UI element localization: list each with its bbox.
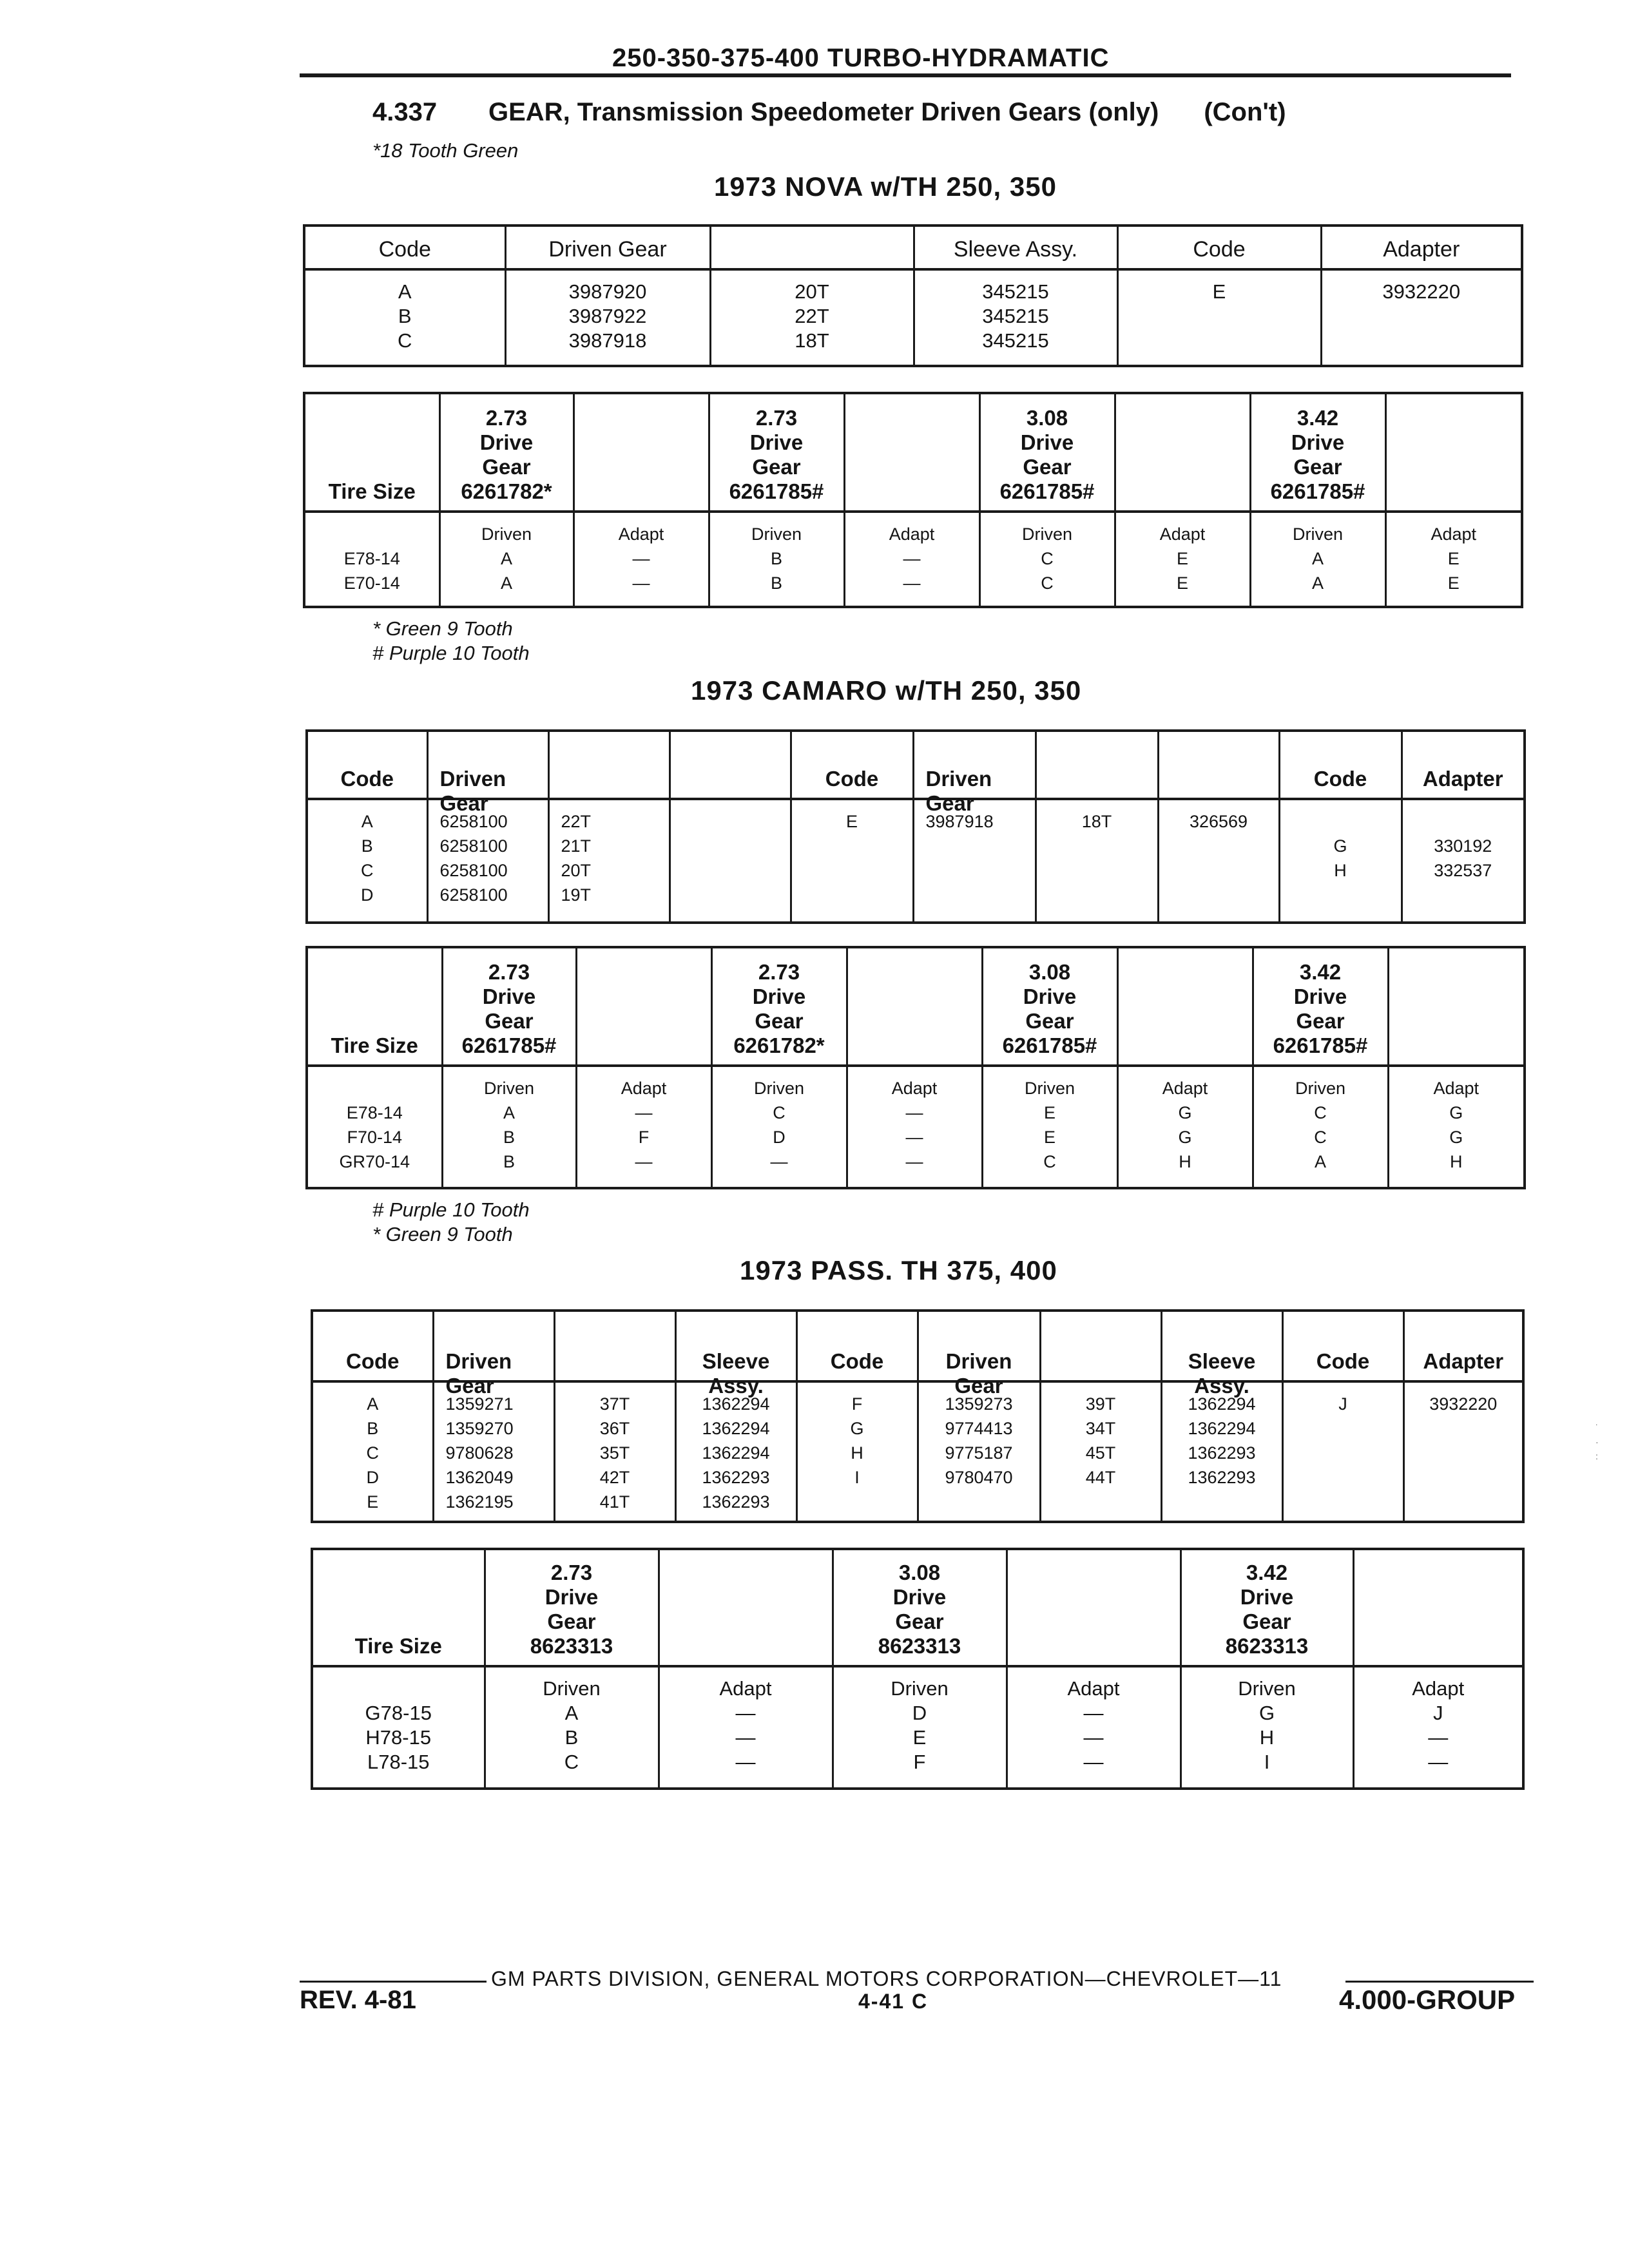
footer-rule-left <box>300 1981 487 1983</box>
col-header: Code <box>304 226 505 269</box>
col-header <box>554 1311 675 1381</box>
adapt-column: Adapt — — — <box>659 1666 833 1789</box>
adapt-column: Adapt G G H <box>1117 1066 1253 1188</box>
adapter-column: 330192 332537 <box>1402 799 1525 923</box>
adapt-column: Adapt — — <box>844 512 979 607</box>
col-header: Code <box>307 731 427 799</box>
camaro-gear-table <box>305 946 1526 1189</box>
drive-gear-header: 3.42 Drive Gear 6261785# <box>1250 393 1385 512</box>
nova-codes-table <box>303 224 1523 367</box>
tire-size-header: Tire Size <box>304 393 439 512</box>
col-header: Driven Gear <box>433 1311 554 1381</box>
driven-column: Driven C C <box>979 512 1115 607</box>
footer-text: GM PARTS DIVISION, GENERAL MOTORS CORPORATION—CHEVROLET—11 <box>491 1967 1282 1990</box>
blank-header <box>1117 947 1253 1066</box>
blank-header <box>1388 947 1525 1066</box>
adapter-column: 3932220 <box>1403 1381 1523 1522</box>
code-column: A B C <box>304 269 505 366</box>
code-column: J <box>1282 1381 1403 1522</box>
nova-gear-table <box>303 392 1523 608</box>
col-header: Adapter <box>1403 1311 1523 1381</box>
footnote: * Green 9 Tooth <box>372 617 513 640</box>
col-header: Driven Gear <box>913 731 1036 799</box>
driven-column: Driven E E C <box>982 1066 1117 1188</box>
revision-label: REV. 4-81 <box>300 1986 416 2014</box>
col-header <box>548 731 670 799</box>
adapt-column: Adapt — F — <box>576 1066 711 1188</box>
section-continued: (Con't) <box>1204 98 1286 126</box>
code-column: A B C D <box>307 799 427 923</box>
driven-gear-column: 3987920 3987922 3987918 <box>505 269 710 366</box>
footnote: * Green 9 Tooth <box>372 1223 513 1245</box>
group-label: 4.000-GROUP <box>1339 1984 1516 2015</box>
pass-codes-table <box>311 1309 1525 1523</box>
camaro-codes-table <box>305 729 1526 924</box>
col-header <box>1158 731 1279 799</box>
driven-column: Driven B B <box>709 512 844 607</box>
drive-gear-header: 2.73 Drive Gear 6261785# <box>442 947 576 1066</box>
adapt-column: Adapt E E <box>1385 512 1522 607</box>
blank-header <box>1007 1549 1181 1666</box>
drive-gear-header: 3.08 Drive Gear 8623313 <box>833 1549 1007 1666</box>
sleeve-column: 326569 <box>1158 799 1279 923</box>
adapt-column: Adapt — — — <box>847 1066 982 1188</box>
blank-header <box>844 393 979 512</box>
col-header: Sleeve Assy. <box>675 1311 796 1381</box>
section-heading <box>372 98 1286 127</box>
adapt-column: Adapt — — — <box>1007 1666 1181 1789</box>
col-header: Adapter <box>1321 226 1522 269</box>
drive-gear-header: 3.42 Drive Gear 8623313 <box>1181 1549 1353 1666</box>
page-number: 4-41 C <box>858 1990 929 2013</box>
section-title: GEAR, Transmission Speedometer Driven Gears (only) <box>488 98 1159 126</box>
driven-gear-column: 3987918 <box>913 799 1036 923</box>
driven-column: Driven D E F <box>833 1666 1007 1789</box>
col-header: Code <box>791 731 913 799</box>
teeth-column: 22T 21T 20T 19T <box>548 799 670 923</box>
col-header: Sleeve Assy. <box>914 226 1117 269</box>
sleeve-column: 345215 345215 345215 <box>914 269 1117 366</box>
blank-header <box>576 947 711 1066</box>
drive-gear-header: 2.73 Drive Gear 8623313 <box>485 1549 659 1666</box>
footnote: # Purple 10 Tooth <box>372 642 530 664</box>
col-header <box>670 731 791 799</box>
col-header: Driven Gear <box>427 731 548 799</box>
driven-gear-column: 1359273 9774413 9775187 9780470 <box>918 1381 1040 1522</box>
driven-column: Driven A A <box>439 512 574 607</box>
driven-column: Driven C C A <box>1253 1066 1388 1188</box>
code-column: G H <box>1279 799 1402 923</box>
sleeve-column: 1362294 1362294 1362293 1362293 <box>1161 1381 1282 1522</box>
driven-column: Driven C D — <box>711 1066 847 1188</box>
col-header: Code <box>796 1311 918 1381</box>
camaro-title: 1973 CAMARO w/TH 250, 350 <box>691 675 1082 706</box>
driven-gear-column: 1359271 1359270 9780628 1362049 1362195 <box>433 1381 554 1522</box>
tire-size-header: Tire Size <box>312 1549 485 1666</box>
teeth-column: 18T <box>1036 799 1158 923</box>
col-header: Code <box>1282 1311 1403 1381</box>
sleeve-column: 1362294 1362294 1362294 1362293 1362293 <box>675 1381 796 1522</box>
col-header: Driven Gear <box>505 226 710 269</box>
adapter-column: 3932220 <box>1321 269 1522 366</box>
teeth-column: 20T 22T 18T <box>710 269 914 366</box>
col-header <box>710 226 914 269</box>
col-header: Sleeve Assy. <box>1161 1311 1282 1381</box>
adapt-column: Adapt G G H <box>1388 1066 1525 1188</box>
code-column: A B C D E <box>312 1381 433 1522</box>
header-rule <box>300 73 1511 77</box>
col-header: Code <box>1117 226 1321 269</box>
adapt-column: Adapt — — <box>574 512 709 607</box>
pass-title: 1973 PASS. TH 375, 400 <box>740 1255 1057 1285</box>
col-header <box>1040 1311 1161 1381</box>
footer-rule-right <box>1345 1981 1534 1983</box>
tire-size-column: E78-14 F70-14 GR70-14 <box>307 1066 442 1188</box>
drive-gear-header: 3.08 Drive Gear 6261785# <box>979 393 1115 512</box>
driven-column: Driven A A <box>1250 512 1385 607</box>
scan-specks: ˙ · : <box>1595 1423 1599 1461</box>
pass-gear-table <box>311 1548 1525 1790</box>
adapt-column: Adapt J — — <box>1353 1666 1523 1789</box>
page-header: 250-350-375-400 TURBO-HYDRAMATIC <box>612 44 1110 72</box>
drive-gear-header: 3.42 Drive Gear 6261785# <box>1253 947 1388 1066</box>
blank-header <box>659 1549 833 1666</box>
code-column: F G H I <box>796 1381 918 1522</box>
col-header: Adapter <box>1402 731 1525 799</box>
drive-gear-header: 3.08 Drive Gear 6261785# <box>982 947 1117 1066</box>
driven-gear-column: 6258100 6258100 6258100 6258100 <box>427 799 548 923</box>
driven-column: Driven A B B <box>442 1066 576 1188</box>
teeth-column: 39T 34T 45T 44T <box>1040 1381 1161 1522</box>
tire-size-column: E78-14 E70-14 <box>304 512 439 607</box>
section-note: *18 Tooth Green <box>372 139 519 162</box>
blank-header <box>1385 393 1522 512</box>
blank-header <box>574 393 709 512</box>
nova-title: 1973 NOVA w/TH 250, 350 <box>714 171 1057 202</box>
drive-gear-header: 2.73 Drive Gear 6261782* <box>439 393 574 512</box>
adapt-column: Adapt E E <box>1115 512 1250 607</box>
section-number: 4.337 <box>372 98 438 126</box>
col-header: Code <box>1279 731 1402 799</box>
drive-gear-header: 2.73 Drive Gear 6261785# <box>709 393 844 512</box>
tire-size-header: Tire Size <box>307 947 442 1066</box>
blank-header <box>1115 393 1250 512</box>
blank-column <box>670 799 791 923</box>
drive-gear-header: 2.73 Drive Gear 6261782* <box>711 947 847 1066</box>
tire-size-column: G78-15 H78-15 L78-15 <box>312 1666 485 1789</box>
teeth-column: 37T 36T 35T 42T 41T <box>554 1381 675 1522</box>
driven-column: Driven G H I <box>1181 1666 1353 1789</box>
col-header: Driven Gear <box>918 1311 1040 1381</box>
blank-header <box>1353 1549 1523 1666</box>
footnote: # Purple 10 Tooth <box>372 1198 530 1221</box>
col-header: Code <box>312 1311 433 1381</box>
col-header <box>1036 731 1158 799</box>
code-column: E <box>1117 269 1321 366</box>
code-column: E <box>791 799 913 923</box>
blank-header <box>847 947 982 1066</box>
driven-column: Driven A B C <box>485 1666 659 1789</box>
